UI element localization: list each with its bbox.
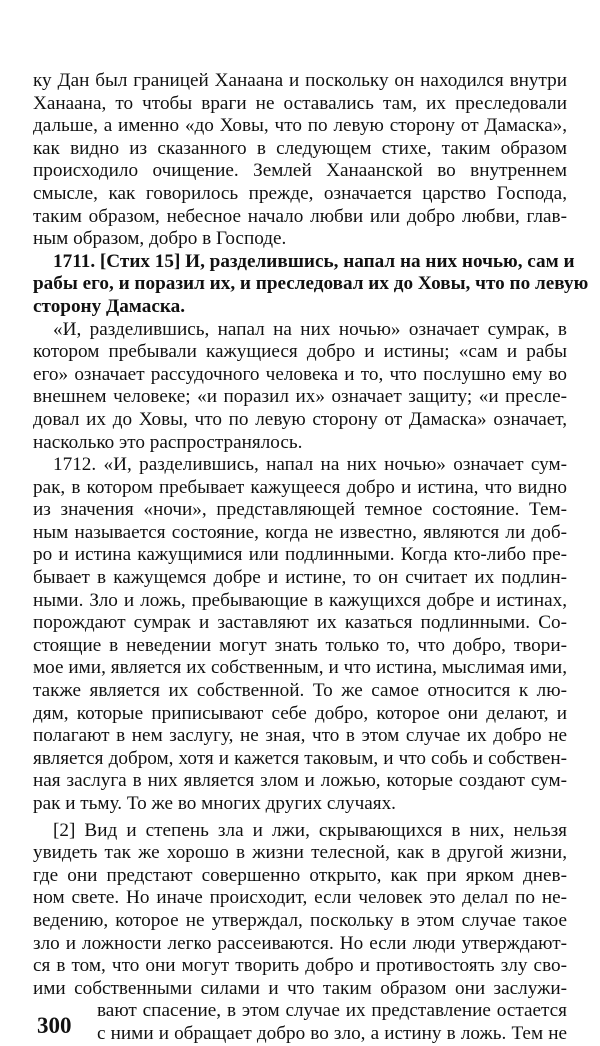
- text-line: мое ими, является их собственным, и что истина, мыслимая ими,: [33, 657, 567, 679]
- text-line: ным образом, добро в Господе.: [33, 228, 287, 250]
- text-line: является добром, хотя и кажется таковым, и что собь и собствен-: [33, 747, 567, 769]
- text-line: ро и истина кажущимися или подлинными. Когда кто-либо пре-: [33, 544, 567, 566]
- text-line: как видно из сказанного в следующем стихе, таким образом: [33, 137, 567, 159]
- text-line: «И, разделившись, напал на них ночью» означает сумрак, в: [53, 318, 567, 340]
- text-line: довал их до Ховы, что по левую сторону от Дамаска» означает,: [33, 408, 567, 430]
- text-line: ими собственными силами и что таким образом они заслужи-: [33, 977, 567, 999]
- text-line: ном свете. Но иначе происходит, если человек это делал по не-: [33, 887, 567, 909]
- text-line: его» означает рассудочного человека и то, что послушно ему во: [33, 363, 567, 385]
- text-line: также является их собственной. То же самое относится к лю-: [33, 680, 567, 702]
- text-line: таким образом, небесное начало любви или добро любви, глав-: [33, 205, 567, 227]
- text-line: ку Дан был границей Ханаана и поскольку он находился внутри: [33, 70, 567, 91]
- text-line: [2] Вид и степень зла и лжи, скрывающихся в них, нельзя: [53, 819, 567, 841]
- text-line: рак и тьму. То же во многих других случаях.: [33, 793, 396, 814]
- text-line: внешнем человеке; «и поразил их» означает защиту; «и пресле-: [33, 386, 567, 408]
- text-line: бывает в кажущемся добре и истине, то он считает их подлин-: [33, 567, 567, 589]
- text-line: ся в том, что они могут творить добро и противостоять злу сво-: [33, 955, 567, 977]
- text-line: стоящие в неведении могут знать только то, что добро, твори-: [33, 634, 567, 656]
- text-line: дальше, а именно «до Ховы, что по левую сторону от Дамаска»,: [33, 115, 567, 137]
- paragraph-section-1712: [33, 454, 567, 816]
- paragraph-section-1712-2: [33, 820, 567, 1023]
- verse-line: сторону Дамаска.: [33, 295, 185, 317]
- text-line: порождают сумрак и заставляют их казаться подлинными. Со-: [33, 612, 567, 634]
- verse-line: 1711. [Стих 15] И, разделившись, напал на них ночью, сам и: [53, 250, 575, 272]
- text-line: где они предстают совершенно открыто, как при ярком днев-: [33, 864, 567, 886]
- paragraph-intro: [33, 70, 567, 251]
- text-line: смысле, как говорилось прежде, означается царство Господа,: [33, 182, 567, 204]
- text-line: ная заслуга в них является злом и ложью, которые создают сум-: [33, 770, 567, 792]
- text-line: происходило очищение. Землей Ханаанской во внутреннем: [33, 160, 567, 182]
- text-line: вают спасение, в этом случае их представление остается: [97, 1000, 567, 1022]
- paragraph-explanation-1711: [33, 319, 567, 455]
- text-line: рак, в котором пребывает кажущееся добро и истина, что видно: [33, 476, 567, 498]
- text-line: дям, которые приписывают себе добро, которое они делают, и: [33, 702, 567, 724]
- text-line: увидеть так же хорошо в жизни телесной, как в другой жизни,: [33, 842, 567, 864]
- page-footer: [33, 1012, 567, 1046]
- text-line: ными. Зло и ложь, пребывающие в кажущихся добре и истинах,: [33, 589, 567, 611]
- text-line: 1712. «И, разделившись, напал на них ночью» означает сум-: [53, 454, 567, 476]
- text-line: полагают в нем заслугу, не зная, что в этом случае их добро не: [33, 725, 567, 747]
- text-line: Ханаана, то чтобы враги не оставались там, их преследовали: [33, 92, 567, 114]
- verse-line: рабы его, и поразил их, и преследовал их до Ховы, что по левую: [33, 273, 589, 295]
- text-line: ведению, которое не утверждал, поскольку в этом случае такое: [33, 909, 567, 931]
- book-page: [33, 70, 589, 1046]
- text-line: котором пребывали кажущиеся добро и истины; «сам и рабы: [33, 341, 567, 363]
- page-number: 300: [37, 1012, 72, 1038]
- text-line: ным называется состояние, когда не известно, являются ли доб-: [33, 521, 567, 543]
- text-line: с ними и обращает добро во зло, а истину в ложь. Тем не: [97, 1022, 567, 1044]
- text-line: из значения «ночи», представляющей темное состояние. Тем-: [33, 499, 567, 521]
- text-line: зло и ложности легко рассеиваются. Но если люди утверждают-: [33, 932, 567, 954]
- text-line: насколько это распространялось.: [33, 431, 303, 453]
- paragraph-verse-1711: [33, 250, 589, 319]
